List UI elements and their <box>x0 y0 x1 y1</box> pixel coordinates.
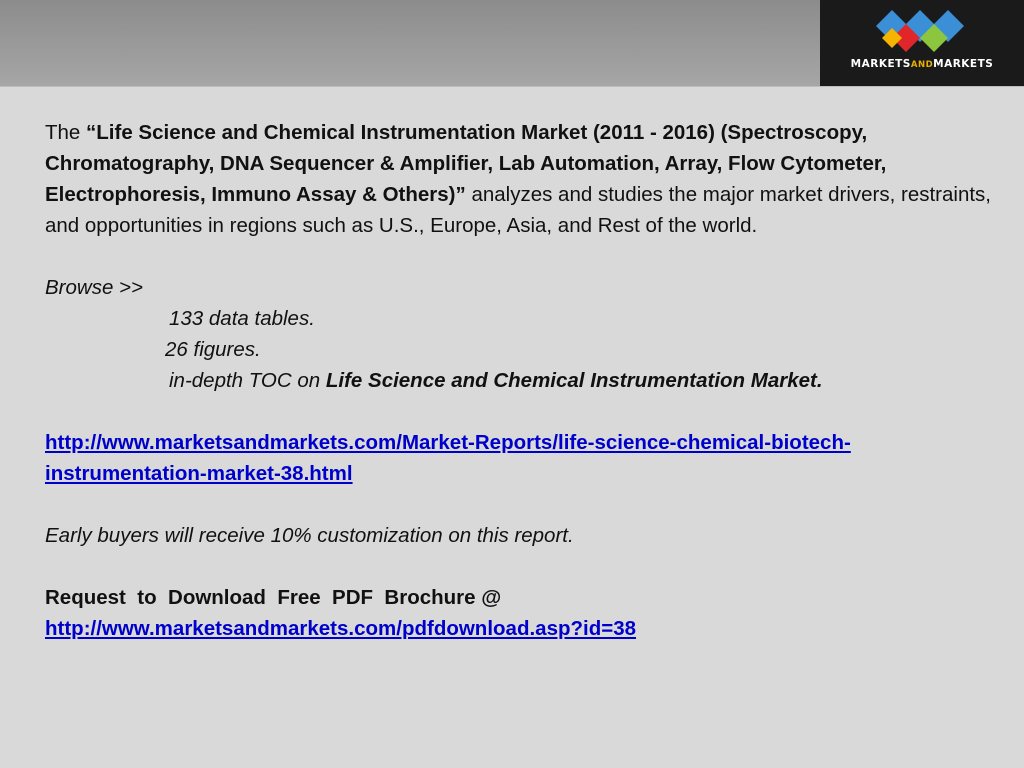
browse-tables: 133 data tables. <box>169 307 315 330</box>
browse-toc <box>45 365 995 396</box>
browse-label: Browse >> <box>45 276 143 299</box>
company-logo[interactable] <box>820 0 1024 86</box>
slide-body <box>45 117 995 644</box>
header-divider <box>0 86 1024 87</box>
report-link-paragraph <box>45 427 995 489</box>
logo-wordmark: MARKETSANDMARKETS <box>850 58 994 70</box>
intro-prefix: The <box>45 121 87 144</box>
brochure-label: Request to Download Free PDF Brochure @ <box>45 586 502 609</box>
browse-toc-prefix: in-depth TOC on <box>169 369 326 392</box>
logo-diamonds-icon <box>870 6 970 56</box>
brochure-link-paragraph <box>45 613 995 644</box>
intro-suffix: analyzes and studies the major market drivers, restraints, and opportunities in regions such as U.S., Europe, Asia, and Rest of the world. <box>45 183 991 237</box>
intro-paragraph <box>45 117 995 241</box>
browse-toc-title: Life Science and Chemical Instrumentation Market. <box>325 369 823 392</box>
brochure-link[interactable]: http://www.marketsandmarkets.com/pdfdownload.asp?id=38 <box>45 617 637 640</box>
early-buyers-note: Early buyers will receive 10% customization on this report. <box>45 524 574 547</box>
report-title: “Life Science and Chemical Instrumentation Market (2011 - 2016) (Spectroscopy, Chromatography, DNA Sequencer & Amplifier, Lab Automation, Array, Flow Cytometer, Electrophoresis, Immuno Assay & Others)” <box>45 121 887 206</box>
report-link[interactable]: http://www.marketsandmarkets.com/Market-Reports/life-science-chemical-biotech-instrumentation-market-38.html <box>45 431 851 485</box>
browse-figures: 26 figures. <box>165 338 261 361</box>
